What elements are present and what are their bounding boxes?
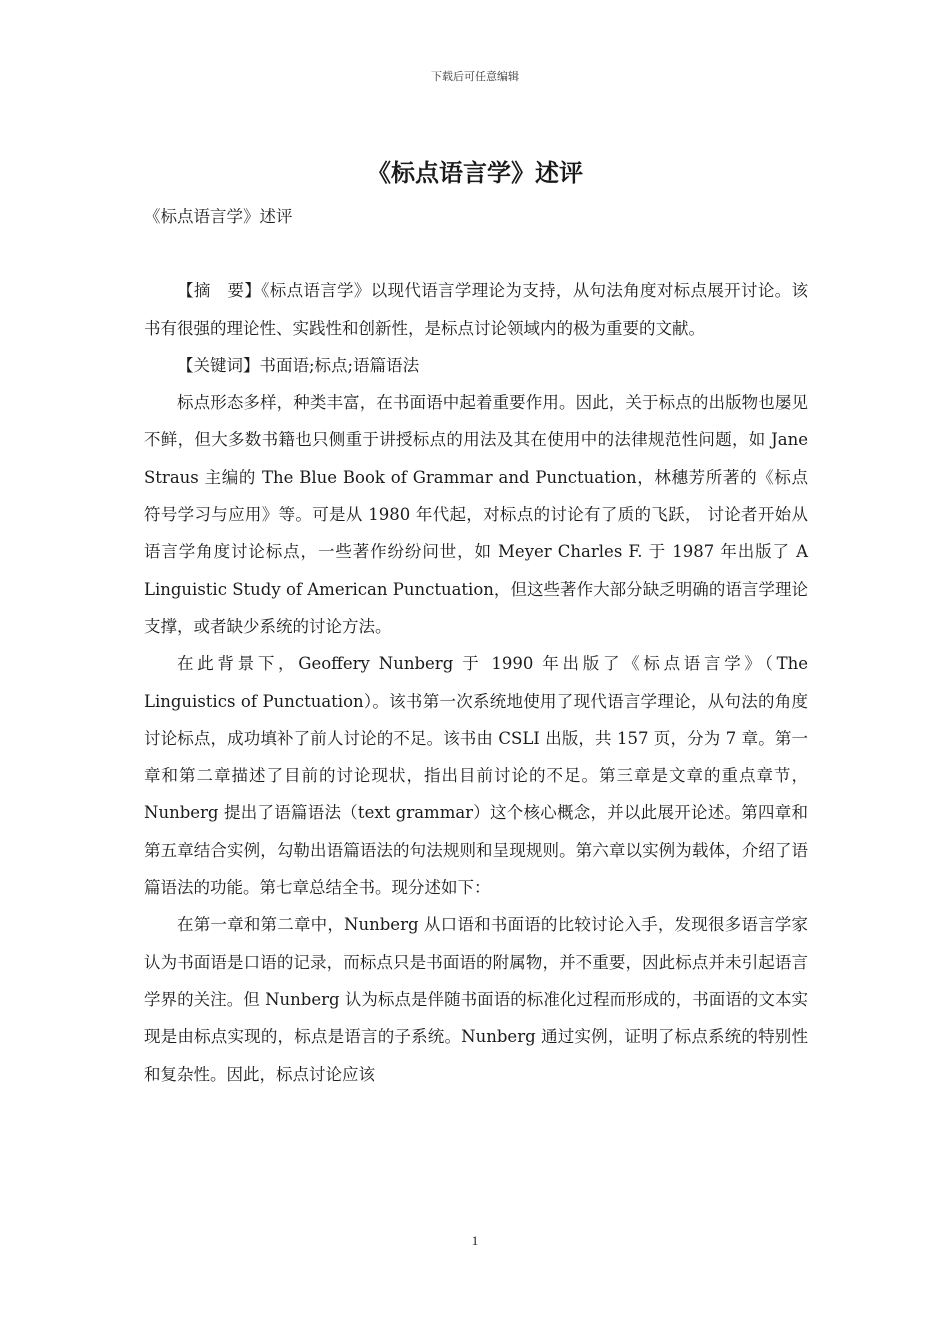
body-paragraph-1: 标点形态多样，种类丰富，在书面语中起着重要作用。因此，关于标点的出版物也屡见不鲜，但大多数书籍也只侧重于讲授标点的用法及其在使用中的法律规范性问题，如 Jane Straus 主编的 The Blue Book of Grammar and Punctuation，林穗芳所著的《标点符号学习与应用》等。可是从 1980 年代起，对标点的讨论有了质的飞跃， 讨论者开始从语言学角度讨论标点，一些著作纷纷问世，如 Meyer Charles F. 于 1987 年出版了 A Linguistic Study of American Punctuation，但这些著作大部分缺乏明确的语言学理论支撑，或者缺少系统的讨论方法。: [144, 393, 808, 636]
header-note: 下载后可任意编辑: [431, 70, 519, 83]
document-title: 《标点语言学》述评: [367, 159, 583, 187]
abstract-paragraph: 【摘 要】《标点语言学》以现代语言学理论为支持，从句法角度对标点展开讨论。该书有很强的理论性、实践性和创新性，是标点讨论领域内的极为重要的文献。: [144, 281, 808, 338]
body-paragraph-3: 在第一章和第二章中，Nunberg 从口语和书面语的比较讨论入手，发现很多语言学家认为书面语是口语的记录，而标点只是书面语的附属物，并不重要，因此标点并未引起语言学界的关注。但 Nunberg 认为标点是伴随书面语的标准化过程而形成的，书面语的文本实现是由标点实现的，标点是语言的子系统。Nunberg 通过实例，证明了标点系统的特别性和复杂性。因此，标点讨论应该: [144, 915, 808, 1084]
document-subtitle: 《标点语言学》述评: [144, 207, 293, 226]
page-number: 1: [471, 1233, 479, 1248]
keywords-paragraph: 【关键词】书面语;标点;语篇语法: [177, 355, 420, 375]
document-body: [144, 198, 808, 1093]
body-paragraph-2: 在此背景下，Geoffery Nunberg 于 1990 年出版了《标点语言学》（The Linguistics of Punctuation）。该书第一次系统地使用了现代语言学理论，从句法的角度讨论标点，成功填补了前人讨论的不足。该书由 CSLI 出版，共 157 页，分为 7 章。第一章和第二章描述了目前的讨论现状，指出目前讨论的不足。第三章是文章的重点章节，Nunberg 提出了语篇语法（text grammar）这个核心概念，并以此展开论述。第四章和第五章结合实例，勾勒出语篇语法的句法规则和呈现规则。第六章以实例为载体，介绍了语篇语法的功能。第七章总结全书。现分述如下：: [144, 654, 808, 898]
